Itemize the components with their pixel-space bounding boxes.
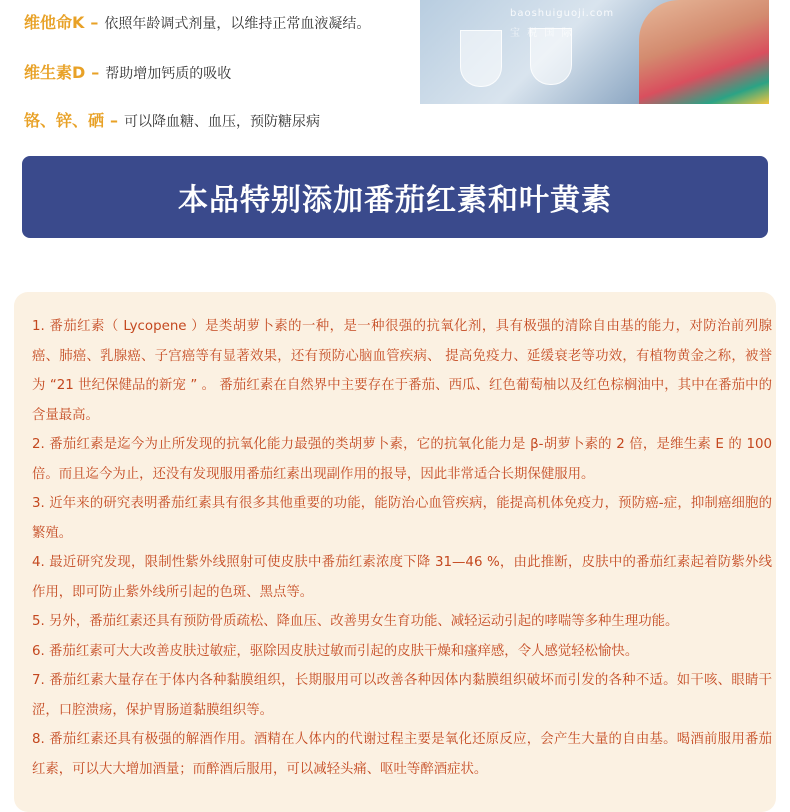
vitamin-row-d <box>24 60 231 83</box>
paragraph: 2. 番茄红素是迄今为止所发现的抗氧化能力最强的类胡萝卜素，它的抗氧化能力是 β-胡萝卜素的 2 倍，是维生素 E 的 100 倍。而且迄今为止，还没有发现服用番茄红素出现副作用的报导，因此非常适合长期保健服用。 <box>32 437 772 482</box>
vitamin-name: 维生素D <box>24 63 86 82</box>
vitamin-row-minerals <box>24 108 320 131</box>
paragraph: 5. 另外，番茄红素还具有预防骨质疏松、降血压、改善男女生育功能、减轻运动引起的哮喘等多种生理功能。 <box>32 614 679 629</box>
banner-title: 本品特别添加番茄红素和叶黄素 <box>178 183 612 218</box>
vitamin-desc: 可以降血糖、血压，预防糖尿病 <box>124 114 321 130</box>
paragraph: 4. 最近研究发现，限制性紫外线照射可使皮肤中番茄红素浓度下降 31—46 %，由此推断，皮肤中的番茄红素起着防紫外线作用，即可防止紫外线所引起的色斑、黑点等。 <box>32 555 772 600</box>
person-image <box>639 0 769 104</box>
vitamin-desc: 帮助增加钙质的吸收 <box>105 66 232 82</box>
watermark: baoshuiguoji.com <box>510 8 615 19</box>
paragraph: 8. 番茄红素还具有极强的解酒作用。酒精在人体内的代谢过程主要是氧化还原反应，会产生大量的自由基。喝酒前服用番茄红素，可以大大增加酒量；而醉酒后服用，可以减轻头痛、呕吐等醉酒症状。 <box>32 732 772 777</box>
paragraph: 6. 番茄红素可大大改善皮肤过敏症，驱除因皮肤过敏而引起的皮肤干燥和瘙痒感，令人感觉轻松愉快。 <box>32 643 639 659</box>
vitamin-row-k <box>24 10 370 33</box>
paragraph: 3. 近年来的研究表明番茄红素具有很多其他重要的功能，能防治心血管疾病，能提高机体免疫力，预防癌-症，抑制癌细胞的繁殖。 <box>32 496 772 541</box>
paragraph: 1. 番茄红素（ Lycopene ）是类胡萝卜素的一种，是一种很强的抗氧化剂，具有极强的清除自由基的能力，对防治前列腺癌、肺癌、乳腺癌、子宫癌等有显著效果，还有预防心脑血管疾病、 提高免疫力、延缓衰老等功效，有植物黄金之称，被誉为 “21 世纪保健品的新宠 ” 。 番茄红素在自然界中主要存在于番茄、西瓜、红色葡萄柚以及红色棕榈油中，其中在番茄中的含量最高。 <box>32 319 772 423</box>
vitamin-desc: 依照年龄调式剂量，以维持正常血液凝结。 <box>104 16 371 32</box>
vitamin-dash: – <box>90 13 99 32</box>
watermark-sub: 宝 税 国 际 <box>510 28 574 39</box>
vitamin-name: 铬、锌、硒 <box>24 111 105 130</box>
vitamin-name: 维他命K <box>24 13 85 32</box>
vitamin-dash: – <box>91 63 100 82</box>
wine-glass-image <box>460 30 502 87</box>
section-banner <box>22 156 768 238</box>
paragraph: 7. 番茄红素大量存在于体内各种黏膜组织，长期服用可以改善各种因体内黏膜组织破坏而引发的各种不适。如干咳、眼睛干涩，口腔溃疡，保护胃肠道黏膜组织等。 <box>32 673 772 718</box>
vitamin-dash: – <box>110 111 119 130</box>
paragraph-list <box>32 312 772 784</box>
lifestyle-photo <box>420 0 769 104</box>
